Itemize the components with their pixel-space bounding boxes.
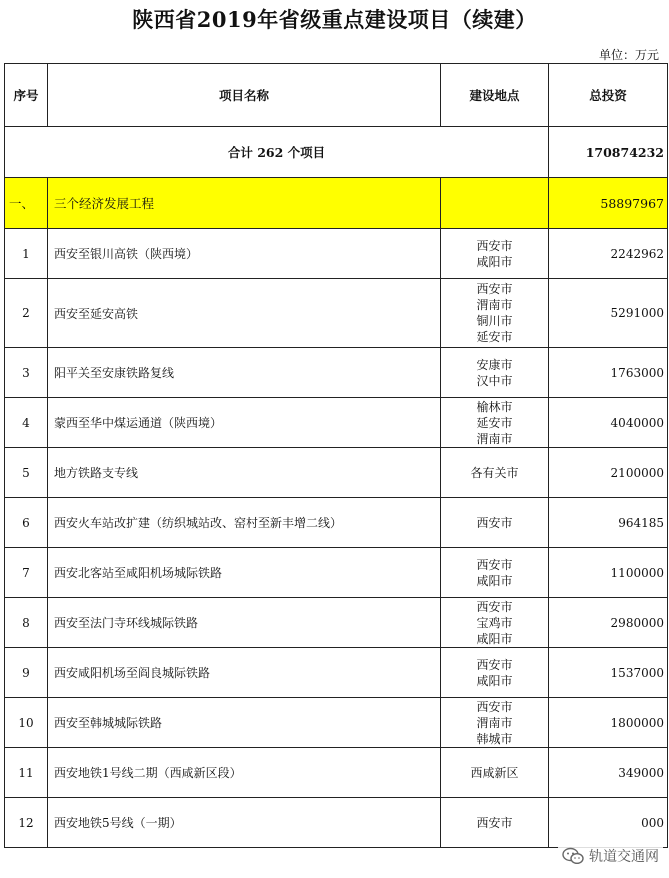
table-row <box>5 648 668 698</box>
table-row <box>5 548 668 598</box>
table-row <box>5 698 668 748</box>
location-item: 铜川市 <box>476 314 513 328</box>
row-location <box>441 229 549 279</box>
row-name: 西安至延安高铁 <box>48 279 441 348</box>
row-name: 西安至银川高铁（陕西境） <box>48 229 441 279</box>
location-item: 安康市 <box>476 357 513 372</box>
row-investment: 4040000 <box>549 398 668 448</box>
row-no: 12 <box>5 798 48 848</box>
row-location <box>441 748 549 798</box>
table-row <box>5 598 668 648</box>
table-row <box>5 498 668 548</box>
location-item: 西安市 <box>476 557 513 572</box>
row-location <box>441 279 549 348</box>
category-investment: 58897967 <box>549 178 668 229</box>
projects-table <box>4 63 668 848</box>
row-no: 4 <box>5 398 48 448</box>
location-item: 西安市 <box>476 282 513 296</box>
row-no: 7 <box>5 548 48 598</box>
location-item: 咸阳市 <box>476 673 513 688</box>
row-investment: 1537000 <box>549 648 668 698</box>
location-item: 西安市 <box>476 657 513 672</box>
total-investment: 170874232 <box>549 127 668 178</box>
row-location <box>441 648 549 698</box>
table-row <box>5 229 668 279</box>
category-name: 三个经济发展工程 <box>48 178 441 229</box>
location-item: 榆林市 <box>476 399 513 414</box>
row-location <box>441 448 549 498</box>
header-location: 建设地点 <box>441 64 549 127</box>
location-item: 渭南市 <box>476 715 513 730</box>
row-no: 11 <box>5 748 48 798</box>
location-item: 渭南市 <box>476 298 513 312</box>
header-investment: 总投资 <box>549 64 668 127</box>
location-item: 西安市 <box>476 815 513 830</box>
header-name: 项目名称 <box>48 64 441 127</box>
row-name: 西安地铁1号线二期（西咸新区段） <box>48 748 441 798</box>
row-no: 1 <box>5 229 48 279</box>
row-investment: 000 <box>549 798 668 848</box>
location-item: 汉中市 <box>476 373 513 388</box>
table-row <box>5 798 668 848</box>
row-investment: 1800000 <box>549 698 668 748</box>
row-no: 6 <box>5 498 48 548</box>
row-no: 5 <box>5 448 48 498</box>
location-item: 延安市 <box>476 415 513 430</box>
row-name: 西安至法门寺环线城际铁路 <box>48 598 441 648</box>
row-investment: 2242962 <box>549 229 668 279</box>
location-item: 渭南市 <box>476 431 513 446</box>
location-item: 咸阳市 <box>476 254 513 269</box>
row-no: 9 <box>5 648 48 698</box>
row-no: 2 <box>5 279 48 348</box>
row-investment: 349000 <box>549 748 668 798</box>
row-location <box>441 798 549 848</box>
row-investment: 2980000 <box>549 598 668 648</box>
row-location <box>441 548 549 598</box>
row-location <box>441 498 549 548</box>
location-item: 西安市 <box>476 599 513 614</box>
table-row <box>5 398 668 448</box>
location-item: 咸阳市 <box>476 631 513 646</box>
category-row <box>5 178 668 229</box>
row-name: 西安咸阳机场至阎良城际铁路 <box>48 648 441 698</box>
wechat-icon <box>562 847 584 865</box>
location-item: 各有关市 <box>470 465 519 480</box>
location-item: 咸阳市 <box>476 573 513 588</box>
location-item: 西安市 <box>476 515 513 530</box>
unit-label: 单位：万元 <box>598 48 659 62</box>
watermark-text: 轨道交通网 <box>589 849 659 865</box>
page-title: 陕西省2019年省级重点建设项目（续建） <box>132 7 537 32</box>
row-investment: 5291000 <box>549 279 668 348</box>
row-name: 地方铁路支专线 <box>48 448 441 498</box>
header-row <box>5 64 668 127</box>
row-location <box>441 698 549 748</box>
row-name: 西安至韩城城际铁路 <box>48 698 441 748</box>
row-location <box>441 598 549 648</box>
row-investment: 1763000 <box>549 348 668 398</box>
category-no: 一、 <box>5 178 48 229</box>
category-location <box>441 178 549 229</box>
row-no: 8 <box>5 598 48 648</box>
location-item: 西安市 <box>476 699 513 714</box>
location-item: 宝鸡市 <box>476 615 513 630</box>
table-row <box>5 348 668 398</box>
table-row <box>5 279 668 348</box>
total-label: 合计 262 个项目 <box>5 127 549 178</box>
row-investment: 964185 <box>549 498 668 548</box>
total-row <box>5 127 668 178</box>
row-location <box>441 348 549 398</box>
watermark <box>558 844 663 868</box>
location-item: 西安市 <box>476 238 513 253</box>
table-row <box>5 748 668 798</box>
row-no: 10 <box>5 698 48 748</box>
row-no: 3 <box>5 348 48 398</box>
row-investment: 2100000 <box>549 448 668 498</box>
header-no: 序号 <box>5 64 48 127</box>
row-name: 西安北客站至咸阳机场城际铁路 <box>48 548 441 598</box>
location-item: 延安市 <box>476 330 513 344</box>
row-name: 蒙西至华中煤运通道（陕西境） <box>48 398 441 448</box>
row-location <box>441 398 549 448</box>
row-name: 西安地铁5号线（一期） <box>48 798 441 848</box>
row-name: 阳平关至安康铁路复线 <box>48 348 441 398</box>
row-name: 西安火车站改扩建（纺织城站改、窑村至新丰增二线） <box>48 498 441 548</box>
table-row <box>5 448 668 498</box>
location-item: 西咸新区 <box>470 765 519 780</box>
row-investment: 1100000 <box>549 548 668 598</box>
location-item: 韩城市 <box>476 731 513 746</box>
